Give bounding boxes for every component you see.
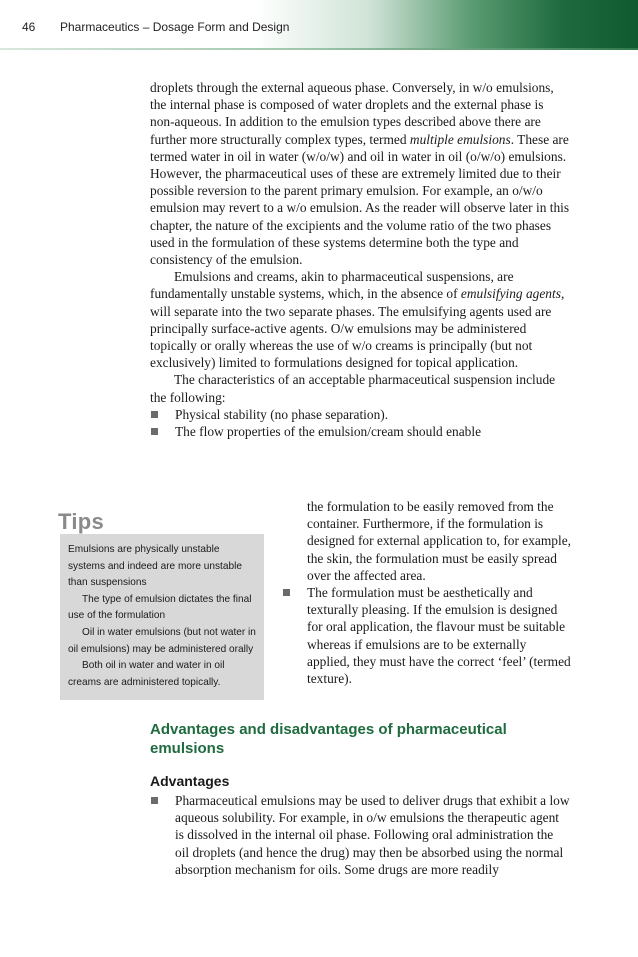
paragraph-2: Emulsions and creams, akin to pharmaceutical suspensions, are fundamentally unstable systems, which, in the absence of emulsifying agents, will separate into the two separate phases. The emulsifying agents used are principally surface-active agents. O/w emulsions may be administered topically or orally whereas the use of w/o creams is principally (but not exclusively) limited to formulations designed for topical application. [150,269,565,371]
wrapped-list-column [282,498,572,687]
list-item: The formulation must be aesthetically and texturally pleasing. If the emulsion is designed for oral application, the flavour must be suitable whereas if emulsions are to be externally applied, they must have the correct ‘feel’ (termed texture). [282,584,572,687]
tip-4: Both oil in water and water in oil creams are administered topically. [68,660,225,688]
term-emulsifying-agents: emulsifying agents [460,286,561,302]
advantages-list [150,792,570,878]
list-item: Pharmaceutical emulsions may be used to deliver drugs that exhibit a low aqueous solubility. For example, in o/w emulsions the therapeutic agent is dissolved in the internal oil phase. Following oral administration the oil droplets (and hence the drug) may then be absorbed using the normal absorption mechanism for oils. Some drugs are more readily [150,792,570,878]
body-text [150,79,570,440]
bullet-square-icon [151,428,158,435]
tip-2: The type of emulsion dictates the final use of the formulation [68,593,252,622]
bullet-square-icon [151,411,158,418]
bullet-square-icon [151,797,158,804]
header-rule [0,48,638,50]
section-heading: Advantages and disadvantages of pharmaceutical emulsions [150,721,507,757]
bullet-square-icon [283,589,290,596]
term-multiple-emulsions: multiple emulsions [409,131,511,147]
list-item: Physical stability (no phase separation). [150,406,570,423]
list-item-continuation: the formulation to be easily removed from the container. Furthermore, if the formulation is designed for external application to, for example, the skin, the formulation must be easily spread over the affected area. [307,499,571,583]
tip-1: Emulsions are physically unstable systems and indeed are more unstable than suspensions [68,544,242,589]
list-item: The flow properties of the emulsion/cream should enable [150,423,570,440]
paragraph-1: droplets through the external aqueous phase. Conversely, in w/o emulsions, the internal phase is composed of water droplets and the external phase is non-aqueous. In addition to the emulsion types described above there are further more structurally complex types, termed multiple emulsions. These are termed water in oil in water (w/o/w) and oil in water in oil (o/w/o) emulsions. However, the pharmaceutical uses of these are extremely limited due to their possible reversion to the parent primary emulsion. For example, an o/w/o emulsion may revert to a w/o emulsion. As the reader will observe later in this chapter, the nature of the excipients and the volume ratio of the two phases used in the formulation of these systems determine both the type and consistency of the emulsion. [150,80,570,268]
running-head: Pharmaceutics – Dosage Form and Design [60,20,290,34]
tips-heading: Tips [58,509,105,534]
tips-box [60,534,264,700]
page-number: 46 [22,20,36,34]
paragraph-3: The characteristics of an acceptable pharmaceutical suspension include the following: [150,372,556,405]
subsection-heading: Advantages [150,773,230,789]
tip-3: Oil in water emulsions (but not water in oil emulsions) may be administered orally [68,626,256,655]
